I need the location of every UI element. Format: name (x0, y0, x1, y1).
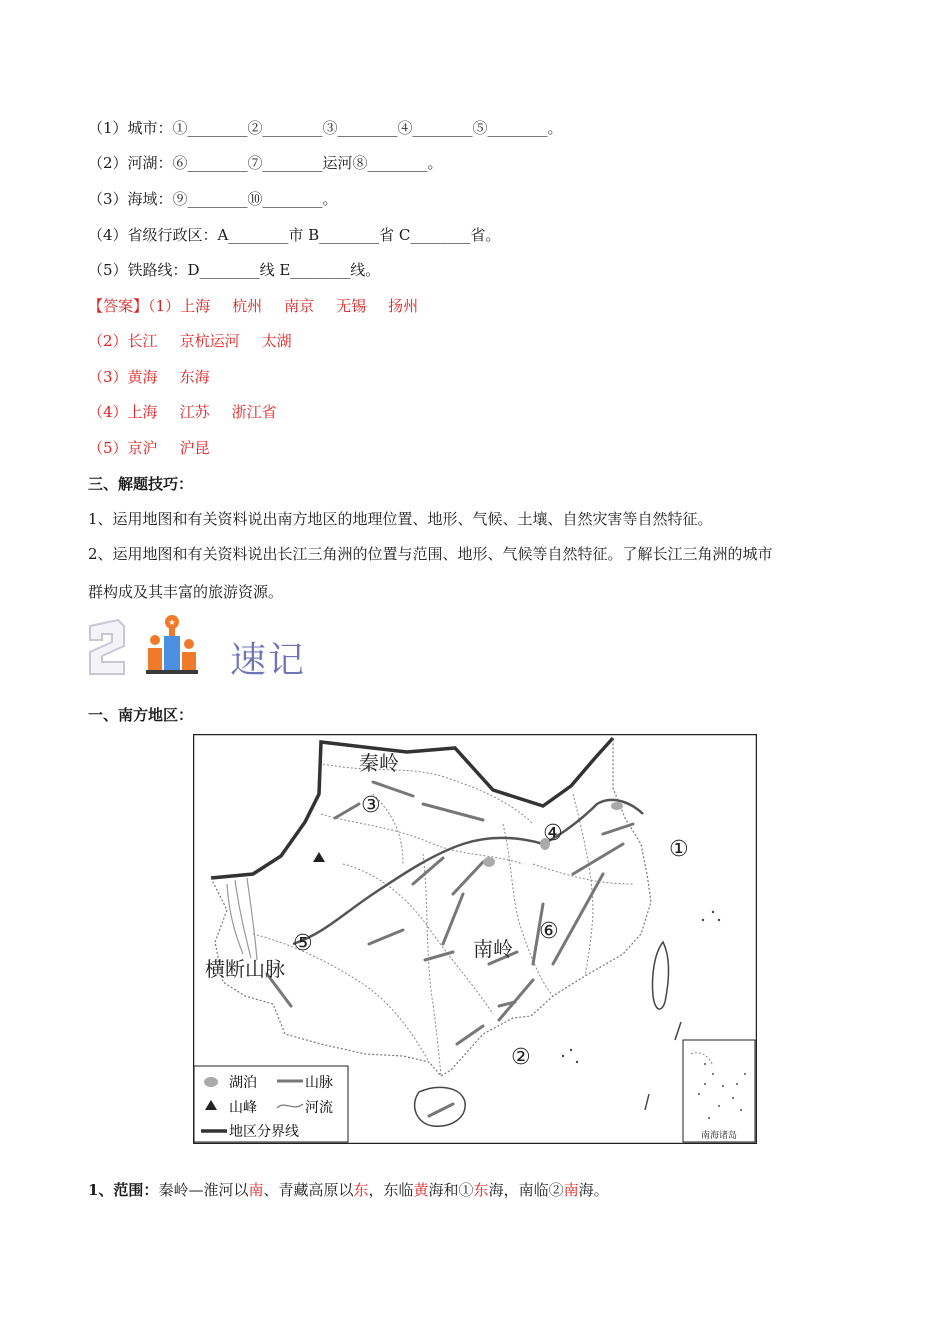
answer-item: 长江 (127, 332, 158, 350)
scope-highlight: 东 (473, 1181, 489, 1199)
answer-row-1 (88, 296, 418, 316)
legend-boundary: 地区分界线 (229, 1124, 299, 1140)
answer-tag: 【答案】 (88, 297, 149, 315)
scope-text: 海，南临② (488, 1181, 564, 1199)
answer-row-4 (88, 402, 277, 422)
tip-1: 1、运用地图和有关资料说出南方地区的地理位置、地形、气候、土壤、自然灾害等自然特征。 (88, 510, 713, 528)
answer-item: 南京 (284, 297, 315, 315)
label-hengduan: 横断山脉 (205, 957, 285, 981)
question-1: （1）城市：①________②________③________④________⑤________。 (88, 119, 563, 137)
answer-item: 黄海 (127, 368, 158, 386)
answer-prefix: （3） (88, 368, 128, 386)
scope-text: ，东临 (368, 1181, 414, 1199)
legend-river: 河流 (305, 1100, 333, 1116)
scope-highlight: 南 (248, 1181, 264, 1199)
south-region-map (193, 734, 757, 1144)
section-heading: 一、南方地区： (88, 706, 194, 724)
answer-row-3 (88, 367, 210, 387)
scope-text: 海和① (428, 1181, 474, 1199)
answer-item: 浙江省 (231, 403, 277, 421)
scope-text: 海。 (578, 1181, 609, 1199)
legend-lake: 湖泊 (229, 1075, 257, 1091)
label-n1: ① (669, 837, 689, 862)
answer-prefix: （1） (148, 297, 181, 315)
label-n5: ⑤ (293, 931, 313, 956)
answer-item: 京杭运河 (179, 332, 240, 350)
answer-item: 上海 (127, 403, 158, 421)
answer-item: 上海 (180, 297, 211, 315)
legend-mountain-range: 山脉 (305, 1075, 333, 1091)
label-n6: ⑥ (539, 919, 559, 944)
tips-heading: 三、解题技巧： (88, 475, 194, 493)
answer-item: 江苏 (179, 403, 210, 421)
map-legend (194, 1066, 348, 1142)
lake-dongting (483, 857, 495, 867)
svg-text:★: ★ (168, 618, 176, 627)
label-n3: ③ (361, 793, 381, 818)
answer-prefix: （4） (88, 403, 128, 421)
label-n2: ② (511, 1045, 531, 1070)
label-qinling: 秦岭 (359, 751, 399, 775)
quick-notes-banner (88, 612, 328, 682)
banner-title: 速记 (230, 640, 307, 681)
answer-row-5 (88, 438, 210, 458)
question-5: （5）铁路线：D________线 E________线。 (88, 261, 381, 279)
question-2: （2）河湖：⑥________⑦________运河⑧________。 (88, 154, 443, 172)
answer-item: 扬州 (388, 297, 419, 315)
question-4: （4）省级行政区：A________市 B________省 C________省。 (88, 226, 501, 244)
answer-item: 沪昆 (179, 439, 210, 457)
scope-label: 1、范围： (88, 1181, 159, 1199)
scope-text: 秦岭—淮河以 (158, 1181, 249, 1199)
scope-highlight: 黄 (413, 1181, 429, 1199)
answer-prefix: （2） (88, 332, 128, 350)
legend-lake-icon (204, 1077, 218, 1087)
answer-prefix: （5） (88, 439, 128, 457)
south-china-sea-inset (683, 1040, 755, 1142)
tip-2: 2、运用地图和有关资料说出长江三角洲的位置与范围、地形、气候等自然特征。了解长江三角洲的城市 (88, 545, 773, 563)
answer-item: 无锡 (336, 297, 367, 315)
answer-item: 京沪 (127, 439, 158, 457)
number-medal-icon (88, 612, 218, 682)
scope-text: 、青藏高原以 (263, 1181, 354, 1199)
label-nanling: 南岭 (473, 937, 513, 961)
scope-highlight: 南 (563, 1181, 579, 1199)
answer-item: 东海 (179, 368, 210, 386)
lake-taihu (611, 802, 623, 810)
question-3: （3）海域：⑨________⑩________。 (88, 190, 338, 208)
answer-row-2 (88, 331, 292, 351)
inset-label: 南海诸岛 (700, 1131, 738, 1141)
answer-item: 太湖 (261, 332, 292, 350)
scope-line (88, 1180, 609, 1200)
scope-highlight: 东 (353, 1181, 369, 1199)
label-n4: ④ (543, 821, 563, 846)
tip-2-continued: 群构成及其丰富的旅游资源。 (88, 583, 284, 601)
answer-item: 杭州 (232, 297, 263, 315)
legend-peak: 山峰 (229, 1100, 257, 1116)
